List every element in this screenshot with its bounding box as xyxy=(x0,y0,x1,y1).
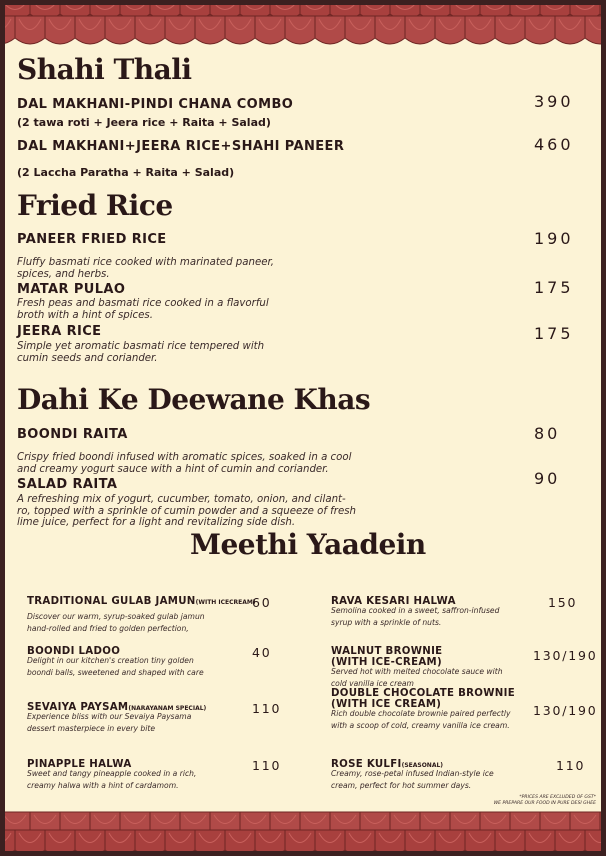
dessert-price: 40 xyxy=(252,645,272,660)
dessert-price: 130/190 xyxy=(533,648,598,663)
menu-item-sub: (2 tawa roti + Jeera rice + Raita + Salad) xyxy=(17,116,271,129)
menu-item-price: 175 xyxy=(534,324,574,343)
menu-item-name: DAL MAKHANI+JEERA RICE+SHAHI PANEER xyxy=(17,139,345,154)
dessert-price: 150 xyxy=(548,595,578,610)
dessert-price: 110 xyxy=(252,758,282,773)
menu-item-description: Crispy fried boondi infused with aromatic spices, soaked in a cool and creamy yogurt sauce with a hint of cumin and coriander. xyxy=(17,452,352,475)
ghee-note: WE PREPARE OUR FOOD IN PURE DESI GHEE xyxy=(493,801,596,806)
menu-item-description: Simple yet aromatic basmati rice tempered with cumin seeds and coriander. xyxy=(17,341,265,364)
menu-item-name: JEERA RICE xyxy=(17,324,102,339)
dessert-description: Semolina cooked in a sweet, saffron-infused syrup with a sprinkle of nuts. xyxy=(331,606,500,627)
dessert-name: ROSE KULFI(SEASONAL) xyxy=(331,759,444,770)
dessert-name: TRADITIONAL GULAB JAMUN(WITH ICECREAM) xyxy=(27,596,256,607)
menu-item-name: SALAD RAITA xyxy=(17,477,118,492)
menu-item-name: DAL MAKHANI-PINDI CHANA COMBO xyxy=(17,97,294,112)
roof-tile-border-bottom xyxy=(0,808,606,856)
dessert-description: Sweet and tangy pineapple cooked in a rich, creamy halwa with a hint of cardamom. xyxy=(27,769,197,790)
section-title-meethi-yaadein: Meethi Yaadein xyxy=(190,528,426,561)
price-note: *PRICES ARE EXCLUDED OF GST* xyxy=(519,795,596,800)
menu-item-description: Fresh peas and basmati rice cooked in a flavorful broth with a hint of spices. xyxy=(17,298,269,321)
roof-tile-border-top xyxy=(0,0,606,46)
menu-item-description: Fluffy basmati rice cooked with marinated paneer, spices, and herbs. xyxy=(17,257,274,280)
section-title-shahi-thali: Shahi Thali xyxy=(17,53,192,86)
menu-item-name: BOONDI RAITA xyxy=(17,427,128,442)
menu-item-name: MATAR PULAO xyxy=(17,282,126,297)
dessert-tag: (NARAYANAM SPECIAL) xyxy=(128,705,207,712)
dessert-tag: (WITH ICECREAM) xyxy=(195,599,256,606)
dessert-description: Served hot with melted chocolate sauce with cold vanilla ice cream xyxy=(331,667,503,688)
dessert-price: 60 xyxy=(252,595,272,610)
menu-item-sub: (2 Laccha Paratha + Raita + Salad) xyxy=(17,166,235,179)
dessert-description: Discover our warm, syrup-soaked gulab jamun hand-rolled and fried to golden perfection, xyxy=(27,612,205,633)
section-title-dahi: Dahi Ke Deewane Khas xyxy=(17,383,371,416)
dessert-price: 110 xyxy=(556,758,586,773)
menu-item-price: 460 xyxy=(534,135,574,154)
dessert-name: RAVA KESARI HALWA xyxy=(331,596,456,607)
menu-item-price: 390 xyxy=(534,92,574,111)
dessert-price: 130/190 xyxy=(533,703,598,718)
menu-item-price: 175 xyxy=(534,278,574,297)
dessert-name: PINAPPLE HALWA xyxy=(27,759,132,770)
menu-item-price: 90 xyxy=(534,469,561,488)
dessert-description: Delight in our kitchen's creation tiny golden boondi balls, sweetened and shaped with care xyxy=(27,656,204,677)
dessert-tag: (SEASONAL) xyxy=(401,762,444,769)
menu-item-name: PANEER FRIED RICE xyxy=(17,232,167,247)
menu-item-price: 80 xyxy=(534,424,561,443)
dessert-name: DOUBLE CHOCOLATE BROWNIE (WITH ICE CREAM) xyxy=(331,688,515,710)
dessert-description: Rich double chocolate brownie paired perfectly with a scoop of cold, creamy vanilla ice cream. xyxy=(331,709,511,730)
dessert-price: 110 xyxy=(252,701,282,716)
section-title-fried-rice: Fried Rice xyxy=(17,189,173,222)
menu-item-price: 190 xyxy=(534,229,574,248)
dessert-name: BOONDI LADOO xyxy=(27,646,121,657)
dessert-name: WALNUT BROWNIE (WITH ICE-CREAM) xyxy=(331,646,443,668)
menu-item-description: A refreshing mix of yogurt, cucumber, tomato, onion, and cilant-ro, topped with a sprinkle of cumin powder and a squeeze of fresh lime juice, perfect for a light and revitalizing side dish. xyxy=(17,494,356,528)
dessert-name: SEVAIYA PAYSAM(NARAYANAM SPECIAL) xyxy=(27,702,207,713)
dessert-description: Experience bliss with our Sevaiya Paysama dessert masterpiece in every bite xyxy=(27,712,192,733)
dessert-description: Creamy, rose-petal infused Indian-style ice cream, perfect for hot summer days. xyxy=(331,769,494,790)
